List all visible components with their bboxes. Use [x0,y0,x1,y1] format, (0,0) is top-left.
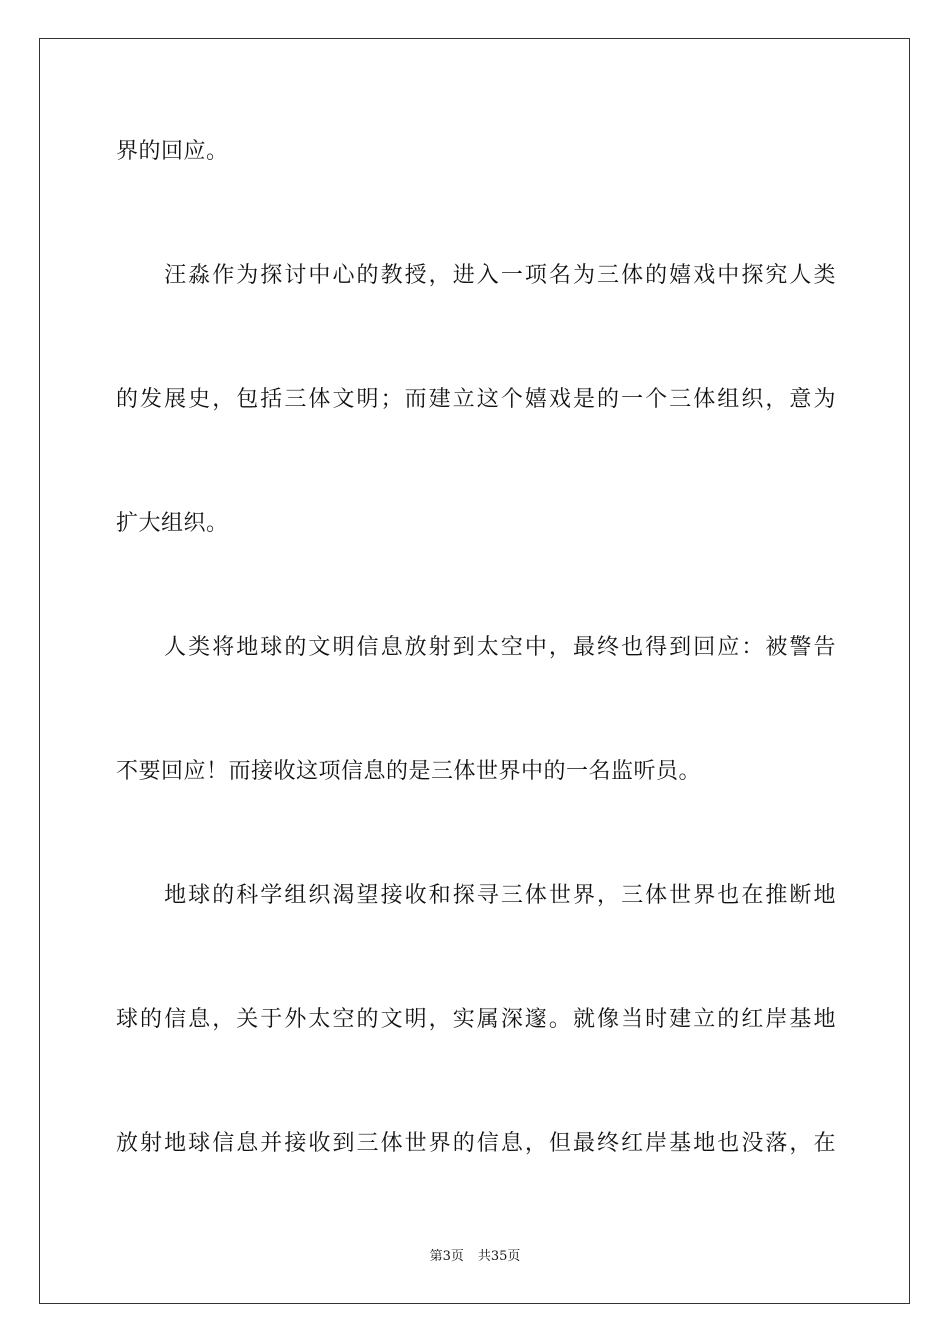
text-line: 的发展史，包括三体文明；而建立这个嬉戏是的一个三体组织，意为 [116,387,836,412]
text-line: 人类将地球的文明信息放射到太空中，最终也得到回应：被警告 [116,635,836,660]
text-line: 地球的科学组织渴望接收和探寻三体世界，三体世界也在推断地 [116,883,836,908]
text-line: 放射地球信息并接收到三体世界的信息，但最终红岸基地也没落，在 [116,1131,836,1156]
text-line: 汪淼作为探讨中心的教授，进入一项名为三体的嬉戏中探究人类 [116,263,836,288]
text-line: 界的回应。 [116,139,229,164]
text-line: 扩大组织。 [116,511,229,536]
page-footer [0,1248,950,1266]
text-line: 不要回应！而接收这项信息的是三体世界中的一名监听员。 [116,759,702,784]
text-line: 球的信息，关于外太空的文明，实属深邃。就像当时建立的红岸基地 [116,1007,836,1032]
page-total: 共35页 [477,1249,521,1264]
page-border [39,38,910,1304]
page-number: 第3页 [429,1249,464,1264]
